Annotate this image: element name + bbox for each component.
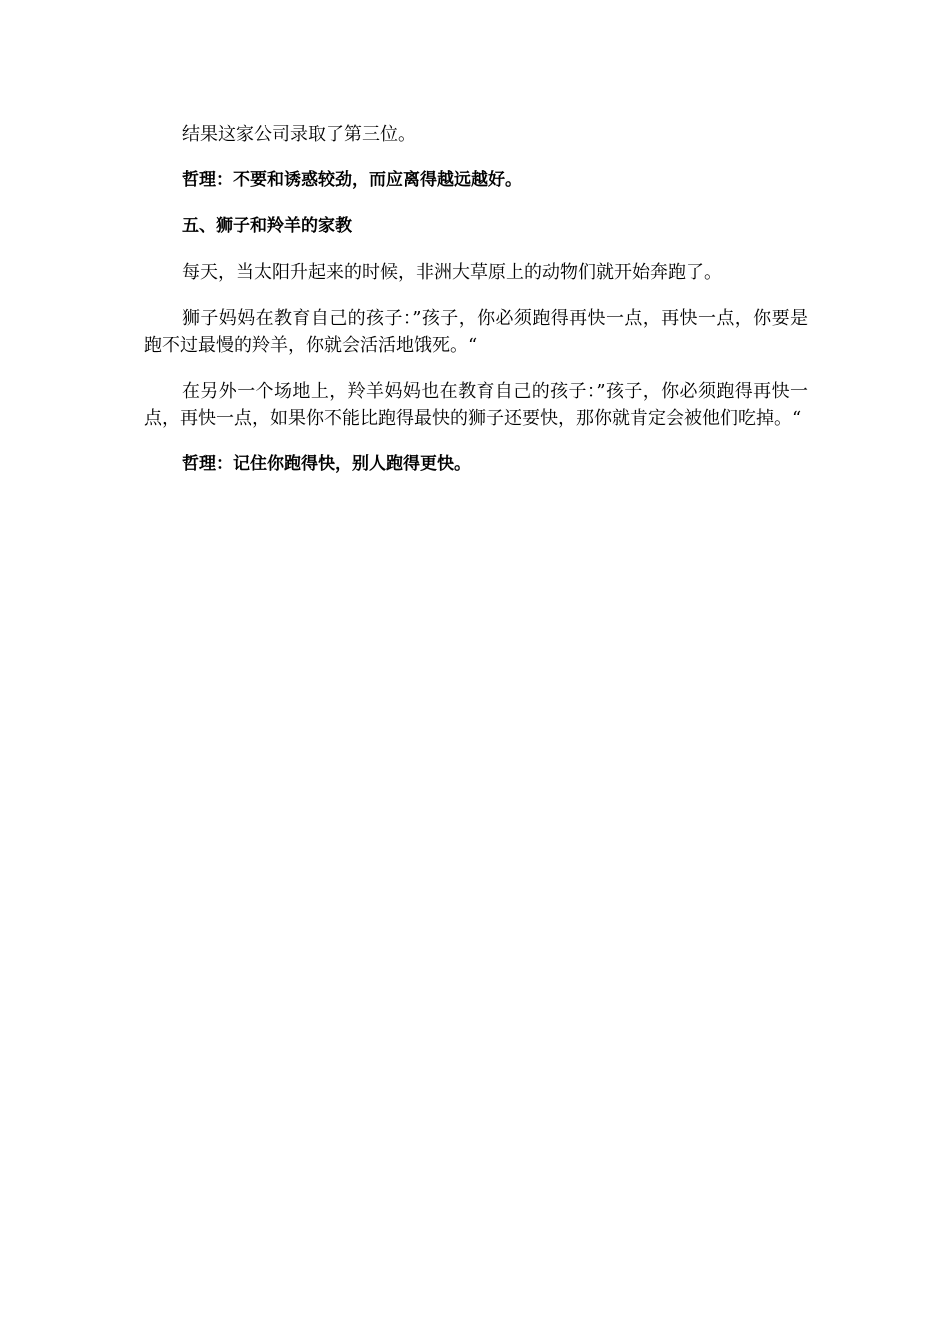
document-body xyxy=(144,121,808,497)
section-heading-lion-antelope: 五、狮子和羚羊的家教 xyxy=(182,216,352,236)
moral-temptation: 哲理：不要和诱惑较劲，而应离得越远越好。 xyxy=(182,170,522,190)
paragraph-sunrise: 每天，当太阳升起来的时候，非洲大草原上的动物们就开始奔跑了。 xyxy=(182,262,722,283)
paragraph-result: 结果这家公司录取了第三位。 xyxy=(182,124,416,145)
paragraph-antelope-mother: 在另外一个场地上，羚羊妈妈也在教育自己的孩子：”孩子，你必须跑得再快一点，再快一点，如果你不能比跑得最快的狮子还要快，那你就肯定会被他们吃掉。“ xyxy=(144,381,808,429)
moral-run-faster: 哲理：记住你跑得快，别人跑得更快。 xyxy=(182,454,471,474)
paragraph-lion-mother: 狮子妈妈在教育自己的孩子：”孩子，你必须跑得再快一点，再快一点，你要是跑不过最慢的羚羊，你就会活活地饿死。“ xyxy=(144,308,808,356)
